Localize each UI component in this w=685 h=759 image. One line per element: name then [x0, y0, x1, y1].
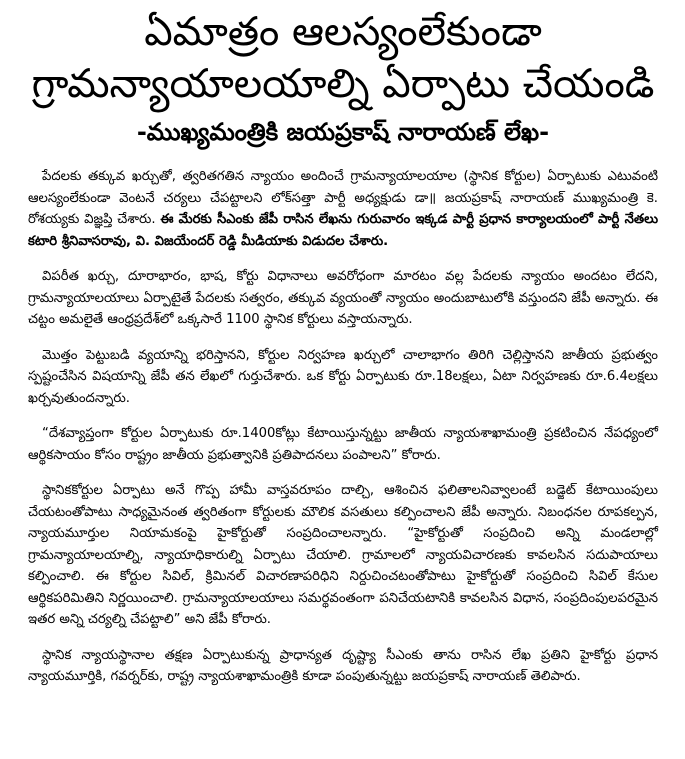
- subheadline: -ముఖ్యమంత్రికి జయప్రకాష్ నారాయణ్ లేఖ-: [136, 118, 550, 146]
- headline-line-1: ఏమాత్రం ఆలస్యంలేకుండా: [144, 9, 542, 55]
- paragraph-2: విపరీత ఖర్చు, దూరాభారం, భాష, కోర్టు విధానాలు అవరోధంగా మారటం వల్ల పేదలకు న్యాయం అందటం లేదని, గ్రామన్యాయాలయాలు ఏర్పాటైతే పేదలకు సత్వరం, తక్కువ వ్యయంతో న్యాయం అందుబాటులోకి వస్తుందని జేపీ అన్నారు. ఈ చట్టం అమలైతే ఆంధ్రప్రదేశ్‌లో ఒక్కసారే 1100 స్థానిక కోర్టులు వస్తాయన్నారు.: [28, 269, 658, 327]
- article-body: [28, 166, 658, 688]
- paragraph-3: మొత్తం పెట్టుబడి వ్యయాన్ని భరిస్తానని, కోర్టుల నిర్వహణ ఖర్చులో చాలాభాగం తిరిగి చెల్లిస్తానని జాతీయ ప్రభుత్వం స్పష్టంచేసిన విషయాన్ని జేపీ తన లేఖలో గుర్తుచేశారు. ఒక కోర్టు ఏర్పాటుకు రూ.18లక్షలు, ఏటా నిర్వహణకు రూ.6.4లక్షలు ఖర్చవుతుందన్నారు.: [28, 347, 658, 406]
- paragraph-1-bold-text: ఈ మేరకు సీఎంకు జేపీ రాసిన లేఖను గురువారం ఇక్కడ పార్టీ ప్రధాన కార్యాలయంలో పార్టీ నేతలు కటారి శ్రీనివాసరావు, వి. విజయేందర్ రెడ్డి మీడియాకు విడుదల చేశారు.: [28, 212, 659, 249]
- paragraph-4: “దేశవ్యాప్తంగా కోర్టుల ఏర్పాటుకు రూ.1400కోట్లు కేటాయిస్తున్నట్టు జాతీయ న్యాయశాఖామంత్రి ప్రకటించిన నేపధ్యంలో ఆర్థికసాయం కోసం రాష్ట్రం జాతీయ ప్రభుత్వానికి ప్రతిపాదనలు పంపాలని” కోరారు.: [28, 426, 658, 463]
- paragraph-5: స్థానికకోర్టుల ఏర్పాటు అనే గొప్ప హామీ వాస్తవరూపం దాల్చి, ఆశించిన ఫలితాలనివ్వాలంటే బడ్జెట్ కేటాయింపులు చేయటంతోపాటు సాధ్యమైనంత త్వరితంగా కోర్టులకు మౌలిక వసతులు కల్పించాలని జేపీ అన్నారు. నిబంధనల రూపకల్పన, న్యాయమూర్తుల నియామకంపై హైకోర్టుతో సంప్రదించాలన్నారు. “హైకోర్టుతో సంప్రదించి అన్ని మండలాల్లో గ్రామన్యాయాలయాల్ని, న్యాయాధికారుల్ని ఏర్పాటు చేయాలి. గ్రామాలలో న్యాయవిచారణకు కావలసిన సదుపాయాలు కల్పించాలి. ఈ కోర్టుల సివిల్, క్రిమినల్ విచారణాపరిధిని నిర్దుచించటంతోపాటు హైకోర్టుతో సంప్రదించి సివిల్ కేసుల ఆర్థికపరిమితిని నిర్ణయించాలి. గ్రామన్యాయాలయాలు సమర్థవంతంగా పనిచేయటానికి కావలసిన విధాన, సంప్రదింపులపరమైన ఇతర అన్ని చర్యల్ని చేపట్టాలి” అని జేపీ కోరారు.: [28, 483, 658, 627]
- headline-line-2: గ్రామన్యాయాలయాల్ని ఏర్పాటు చేయండి: [31, 61, 655, 107]
- paragraph-1: [28, 166, 658, 252]
- paragraph-6: స్థానిక న్యాయస్థానాల తక్షణ ఏర్పాటుకున్న ప్రాధాన్యత దృష్ట్యా సీఎంకు తాను రాసిన లేఖ ప్రతిని హైకోర్టు ప్రధాన న్యాయమూర్తికి, గవర్నర్‌కు, రాష్ట్ర న్యాయశాఖామంత్రికి కూడా పంపుతున్నట్టు జయప్రకాష్ నారాయణ్ తెలిపారు.: [28, 647, 658, 684]
- paragraph-1-text: పేదలకు తక్కువ ఖర్చుతో, త్వరితగతిన న్యాయం అందించే గ్రామన్యాయాలయాల (స్థానిక కోర్టుల) ఏర్పాటుకు ఎటువంటి ఆలస్యంలేకుండా వెంటనే చర్యలు చేపట్టాలని లోక్‌సత్తా పార్టీ అధ్యక్షుడు డా॥ జయప్రకాష్ నారాయణ్ ముఖ్యమంత్రి కె. రోశయ్యకు విజ్ఞప్తి చేశారు.: [28, 169, 658, 227]
